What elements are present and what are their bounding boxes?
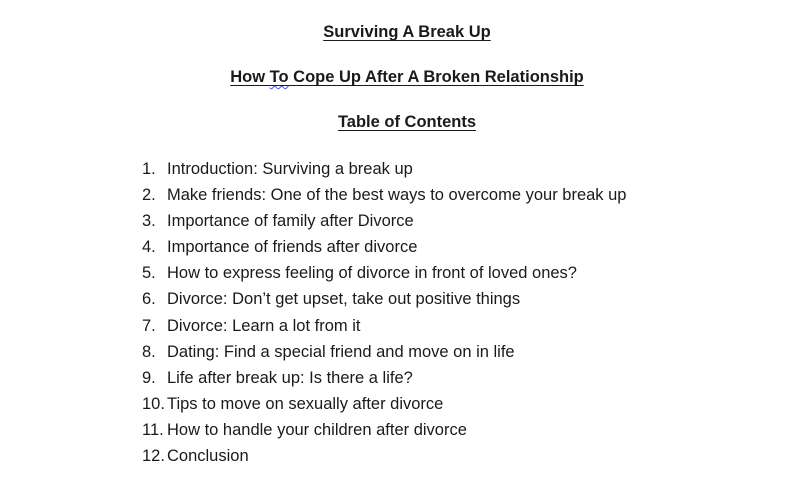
document-subtitle: How To Cope Up After A Broken Relationship [230,68,584,86]
toc-item-text: Importance of family after Divorce [167,212,414,231]
toc-item-text: Conclusion [167,447,249,466]
toc-item-number: 4. [142,238,156,257]
toc-item [142,157,626,183]
toc-item-text: Divorce: Don’t get upset, take out positive things [167,290,521,309]
toc-item-text: Introduction: Surviving a break up [167,160,413,178]
toc-item-text: How to express feeling of divorce in front of loved ones? [167,264,577,283]
toc-item [142,183,626,209]
toc-item-number: 11. [142,420,164,439]
toc-item [142,418,626,444]
toc-item-number: 10. [142,394,165,413]
toc-item-text: Life after break up: Is there a life? [167,368,413,387]
toc-item [142,314,626,340]
toc-item [142,235,626,261]
toc-item-number: 1. [142,160,156,178]
document-title: Surviving A Break Up [323,23,491,41]
toc-item-text: Importance of friends after divorce [167,238,418,257]
toc-heading: Table of Contents [337,113,477,131]
spellcheck-word: To [269,68,289,86]
toc-item-text: How to handle your children after divorce [167,420,467,439]
toc-item-text: Tips to move on sexually after divorce [167,394,444,413]
toc-item-number: 12. [142,447,165,466]
toc-item-number: 5. [142,264,156,283]
toc-item [142,261,626,287]
toc-item [142,366,626,392]
toc-item [142,444,626,470]
toc-item-text: Make friends: One of the best ways to overcome your break up [167,186,627,205]
toc-item [142,340,626,366]
toc-item-number: 6. [142,290,156,309]
table-of-contents [142,157,626,470]
toc-item-number: 9. [142,368,156,387]
toc-item-number: 8. [142,342,156,361]
toc-item [142,287,626,313]
toc-item-text: Divorce: Learn a lot from it [167,316,361,335]
toc-item [142,392,626,418]
toc-item-number: 2. [142,186,156,205]
toc-item-text: Dating: Find a special friend and move on in life [167,342,515,361]
toc-item-number: 7. [142,316,156,335]
toc-item-number: 3. [142,212,156,231]
toc-item [142,209,626,235]
